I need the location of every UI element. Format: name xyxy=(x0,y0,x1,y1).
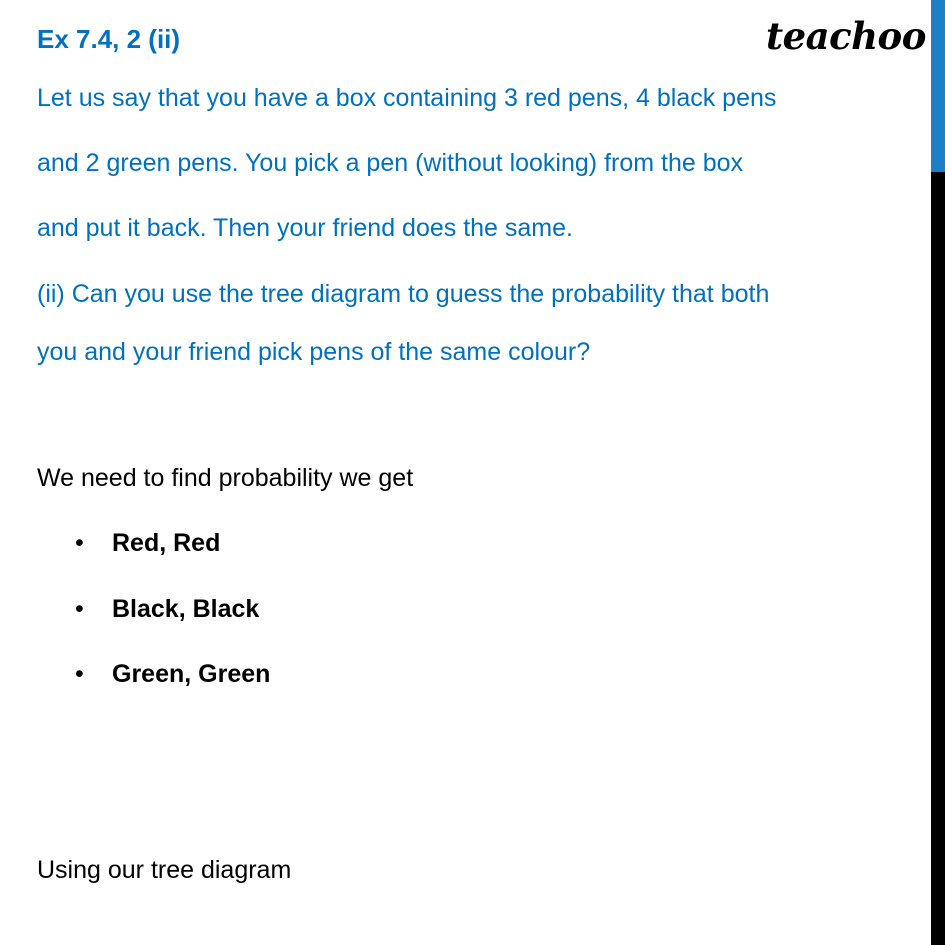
question-line-4: (ii) Can you use the tree diagram to guess the probability that both xyxy=(37,280,770,308)
question-line-2: and 2 green pens. You pick a pen (without looking) from the box xyxy=(37,149,744,177)
question-line-3: and put it back. Then your friend does the same. xyxy=(37,214,573,242)
teachoo-logo: teachoo xyxy=(766,14,926,58)
bullet-item-black-black: Black, Black xyxy=(112,595,260,623)
bullet-marker-2: • xyxy=(75,595,84,623)
question-line-5: you and your friend pick pens of the same colour? xyxy=(37,338,591,366)
bullet-item-red-red: Red, Red xyxy=(112,529,221,557)
bullet-marker-3: • xyxy=(75,660,84,688)
exercise-title: Ex 7.4, 2 (ii) xyxy=(37,24,181,54)
solution-closing: Using our tree diagram xyxy=(37,856,292,884)
question-line-1: Let us say that you have a box containing 3 red pens, 4 black pens xyxy=(37,84,777,112)
bullet-marker-1: • xyxy=(75,529,84,557)
bullet-item-green-green: Green, Green xyxy=(112,660,271,688)
solution-intro: We need to find probability we get xyxy=(37,464,414,492)
scrollbar-thumb[interactable] xyxy=(931,0,945,172)
